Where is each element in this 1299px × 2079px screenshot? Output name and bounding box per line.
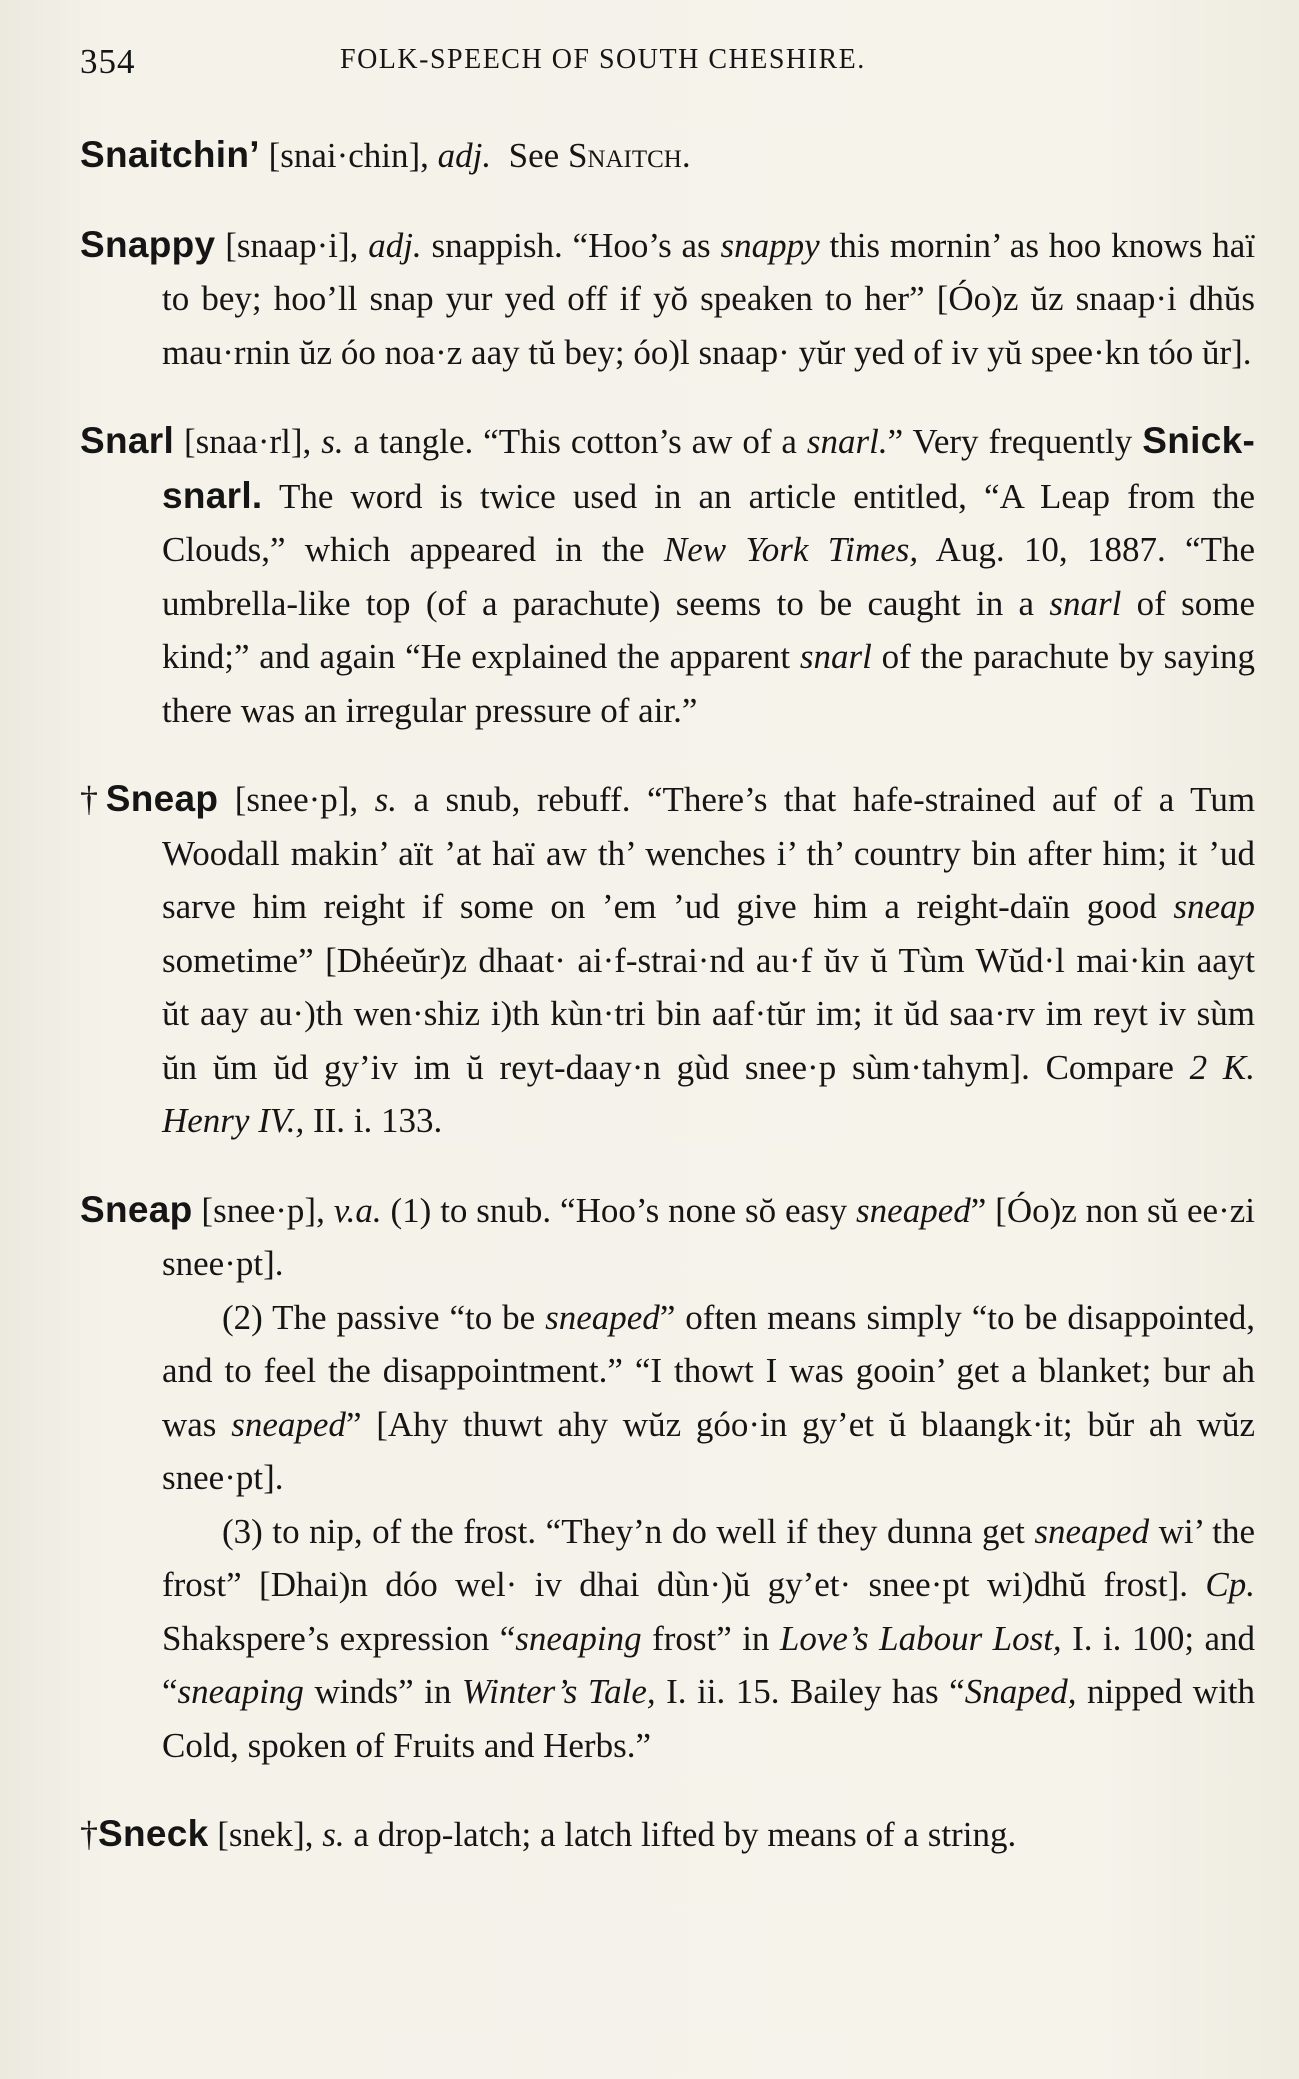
- sense-2: [80, 1291, 1255, 1505]
- cross-reference: Snaitch.: [567, 136, 691, 175]
- definition-text: winds” in: [314, 1672, 452, 1711]
- italic-term: sneaped: [856, 1190, 971, 1230]
- italic-abbrev: Cp.: [1205, 1565, 1256, 1604]
- sense-3: [80, 1505, 1255, 1773]
- headword: Snappy: [80, 223, 216, 265]
- definition-text: wi’ the frost” [Dhai)n dóo wel· iv dhai dùn·)ŭ gy’et· snee·pt wi)dhŭ frost].: [162, 1511, 1256, 1604]
- pronunciation: [snee·p],: [201, 1190, 325, 1230]
- italic-term: sneaped: [1034, 1511, 1150, 1551]
- italic-term: snappy: [720, 225, 820, 265]
- pronunciation: [snee·p],: [234, 780, 359, 819]
- obsolete-dagger-mark: †: [80, 779, 106, 819]
- italic-term: snarl: [799, 637, 872, 676]
- definition-text: sometime” [Dhéeŭr)z dhaat· ai·f-strai·nd au·f ŭv ŭ Tùm Wŭd·l mai·kin aayt ŭt aay au·)th wen·shiz i)th kùn·tri bin aaf·tŭr im; it ŭd saa·rv im reyt iv sùm ŭn ŭm ŭd gy’iv im ŭ reyt-daay·n gùd snee·p sùm·tahym]. Compare: [162, 940, 1255, 1087]
- definition-text: ” [Óo)z non sŭ ee·zi snee·pt].: [162, 1190, 1256, 1283]
- part-of-speech: adj.: [368, 225, 422, 265]
- definition-text: I. i. 100; and “: [162, 1618, 1256, 1711]
- definition-text: I. ii. 15. Bailey has “: [666, 1672, 965, 1711]
- headword: Snarl: [80, 420, 175, 461]
- italic-term: sneaped: [545, 1297, 660, 1337]
- definition-text: The word is twice used in an article entitled, “A Leap from the Clouds,” which appeared in the: [162, 476, 1255, 569]
- pronunciation: [snai·chin],: [268, 136, 429, 175]
- page-number: 354: [80, 42, 136, 81]
- running-title: FOLK-SPEECH OF SOUTH CHESHIRE.: [340, 44, 866, 75]
- entry-sneap-verb: [80, 1183, 1255, 1773]
- entry-sneap-noun: [80, 772, 1255, 1148]
- headword: Snaitchin’: [80, 134, 260, 175]
- part-of-speech: v.a.: [333, 1190, 382, 1230]
- entry-sneck: [80, 1807, 1255, 1862]
- italic-term: sneaping: [177, 1672, 304, 1711]
- definition-text: (1) to snub. “Hoo’s none sŏ easy: [390, 1190, 848, 1230]
- page-header: [80, 42, 1260, 82]
- definition-text: a tangle. “This cotton’s aw of a: [353, 422, 797, 461]
- definition-text: nipped with Cold, spoken of Fruits and Herbs.”: [162, 1672, 1256, 1765]
- definition-text: a snub, rebuff. “There’s that hafe-strained auf of a Tum Woodall makin’ aït ’at haï aw th’ wenches i’ th’ country bin after him; it ’ud sarve him reight if some on ’em ’ud give him a reight-daïn good: [162, 780, 1256, 926]
- dictionary-body: [80, 128, 1255, 1884]
- definition-text: this mornin’ as hoo knows haï to bey; hoo’ll snap yur yed off if yŏ speaken to her” [Óo)z ŭz snaap·i dhŭs mau·rnin ŭz óo noa·z aay tŭ bey; óo)l snaap· yŭr yed of iv yŭ spee·kn tóo ŭr].: [162, 225, 1256, 372]
- definition-text: ” [Ahy thuwt ahy wŭz góo·in gy’et ŭ blaangk·it; bŭr ah wŭz snee·pt].: [162, 1404, 1256, 1497]
- definition-text: ” Very frequently: [887, 422, 1133, 461]
- entry-snappy: [80, 218, 1255, 380]
- definition-text: frost” in: [652, 1618, 770, 1658]
- definition-text: (2) The passive “to be: [222, 1297, 536, 1337]
- italic-term: sneap: [1173, 887, 1255, 926]
- italic-term: snarl: [1049, 583, 1122, 623]
- italic-title: Love’s Labour Lost,: [779, 1618, 1062, 1658]
- see-text: See: [508, 136, 560, 175]
- part-of-speech: s.: [321, 422, 344, 461]
- secondary-headword: Snick-snarl.: [162, 420, 1256, 516]
- italic-term: snarl.: [806, 422, 888, 461]
- definition-text: snappish. “Hoo’s as: [431, 225, 711, 265]
- headword: Sneap: [105, 778, 219, 819]
- part-of-speech: s.: [322, 1815, 345, 1854]
- italic-title: New York Times,: [663, 530, 919, 569]
- definition-text: ” often means simply “to be disappointed, and to feel the disappointment.” “I thowt I was gooin’ get a blanket; bur ah was: [162, 1297, 1255, 1444]
- definition-text: Shakspere’s expression “: [162, 1618, 516, 1658]
- definition-text: Aug. 10, 1887. “The umbrella-like top (of a parachute) seems to be caught in a: [162, 530, 1256, 623]
- italic-term: sneaped: [231, 1404, 346, 1444]
- definition-text: II. i. 133.: [313, 1101, 443, 1140]
- part-of-speech: adj.: [437, 136, 492, 175]
- pronunciation: [snaa·rl],: [183, 422, 312, 461]
- part-of-speech: s.: [374, 780, 398, 819]
- italic-term: Snaped,: [964, 1672, 1077, 1711]
- definition-text: of the parachute by saying there was an irregular pressure of air.”: [162, 637, 1256, 730]
- definition-text: a drop-latch; a latch lifted by means of a string.: [353, 1815, 1017, 1854]
- headword: Sneck: [98, 1813, 209, 1854]
- pronunciation: [snaap·i],: [225, 225, 359, 265]
- italic-title: 2 K. Henry IV.,: [162, 1047, 1256, 1140]
- sense-1: [80, 1183, 1255, 1291]
- headword: Sneap: [80, 1188, 193, 1230]
- italic-title: Winter’s Tale,: [461, 1672, 656, 1711]
- definition-text: of some kind;” and again “He explained the apparent: [162, 583, 1255, 676]
- entry-snarl: [80, 414, 1255, 737]
- obsolete-dagger-mark: †: [80, 1814, 98, 1854]
- italic-term: sneaping: [515, 1618, 642, 1658]
- pronunciation: [snek],: [217, 1815, 314, 1854]
- definition-text: (3) to nip, of the frost. “They’n do well if they dunna get: [222, 1511, 1025, 1551]
- entry-snaitchin: [80, 128, 1255, 183]
